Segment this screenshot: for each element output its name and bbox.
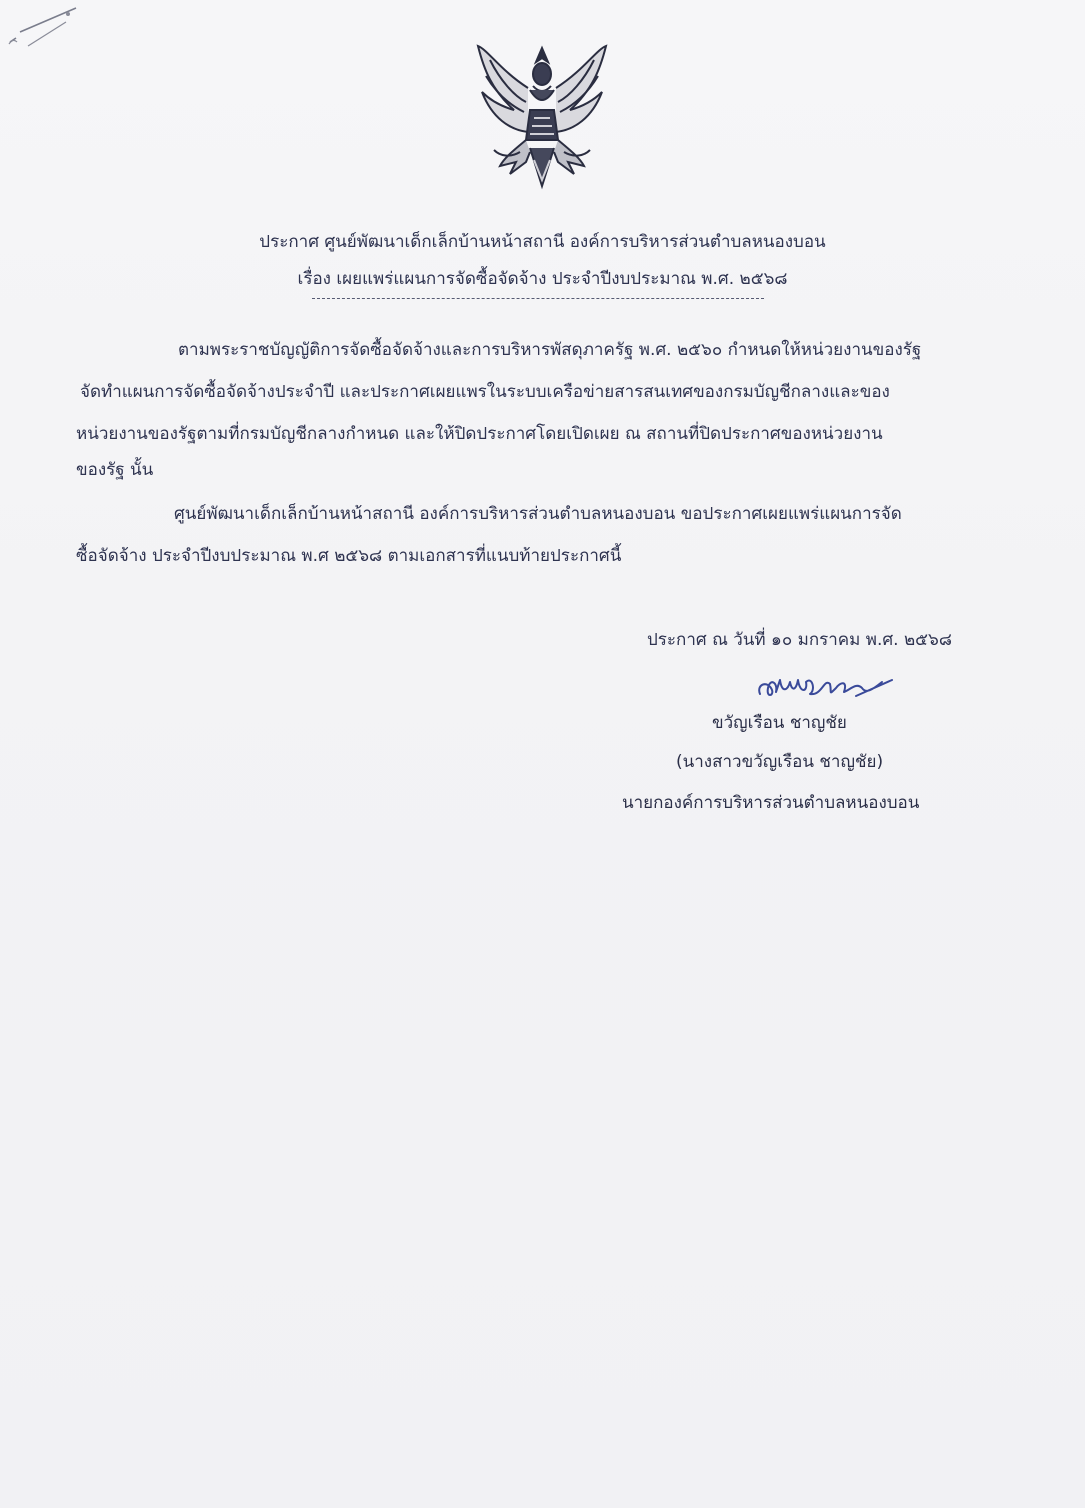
announcement-title: ประกาศ ศูนย์พัฒนาเด็กเล็กบ้านหน้าสถานี องค์การบริหารส่วนตำบลหนองบอน bbox=[259, 232, 826, 252]
paragraph-line: ศูนย์พัฒนาเด็กเล็กบ้านหน้าสถานี องค์การบริหารส่วนตำบลหนองบอน ขอประกาศเผยแพร่แผนการจัด bbox=[174, 504, 902, 524]
garuda-emblem-icon bbox=[470, 40, 615, 195]
paragraph-line: จัดทำแผนการจัดซื้อจัดจ้างประจำปี และประกาศเผยแพรในระบบเครือข่ายสารสนเทศของกรมบัญชีกลางและของ bbox=[80, 382, 890, 402]
paragraph-line: ซื้อจัดจ้าง ประจำปีงบประมาณ พ.ศ ๒๕๖๘ ตามเอกสารที่แนบท้ายประกาศนี้ bbox=[76, 546, 622, 566]
signatory-position: นายกองค์การบริหารส่วนตำบลหนองบอน bbox=[622, 793, 920, 813]
paragraph-line: ตามพระราชบัญญัติการจัดซื้อจัดจ้างและการบริหารพัสดุภาครัฐ พ.ศ. ๒๕๖๐ กำหนดให้หน่วยงานของรัฐ bbox=[178, 340, 922, 360]
announcement-subject: เรื่อง เผยแพร่แผนการจัดซื้อจัดจ้าง ประจำปีงบประมาณ พ.ศ. ๒๕๖๘ bbox=[297, 269, 788, 289]
dashed-divider bbox=[312, 298, 764, 299]
signature-image bbox=[752, 668, 902, 710]
paragraph-line: ของรัฐ นั้น bbox=[76, 460, 154, 480]
paragraph-line: หน่วยงานของรัฐตามที่กรมบัญชีกลางกำหนด และให้ปิดประกาศโดยเปิดเผย ณ สถานที่ปิดประกาศของหน่วยงาน bbox=[76, 424, 883, 444]
signatory-name: ขวัญเรือน ชาญชัย bbox=[712, 713, 847, 733]
signatory-full-name: (นางสาวขวัญเรือน ชาญชัย) bbox=[676, 752, 884, 772]
pen-mark-icon bbox=[6, 2, 86, 52]
announcement-date: ประกาศ ณ วันที่ ๑๐ มกราคม พ.ศ. ๒๕๖๘ bbox=[647, 630, 952, 650]
